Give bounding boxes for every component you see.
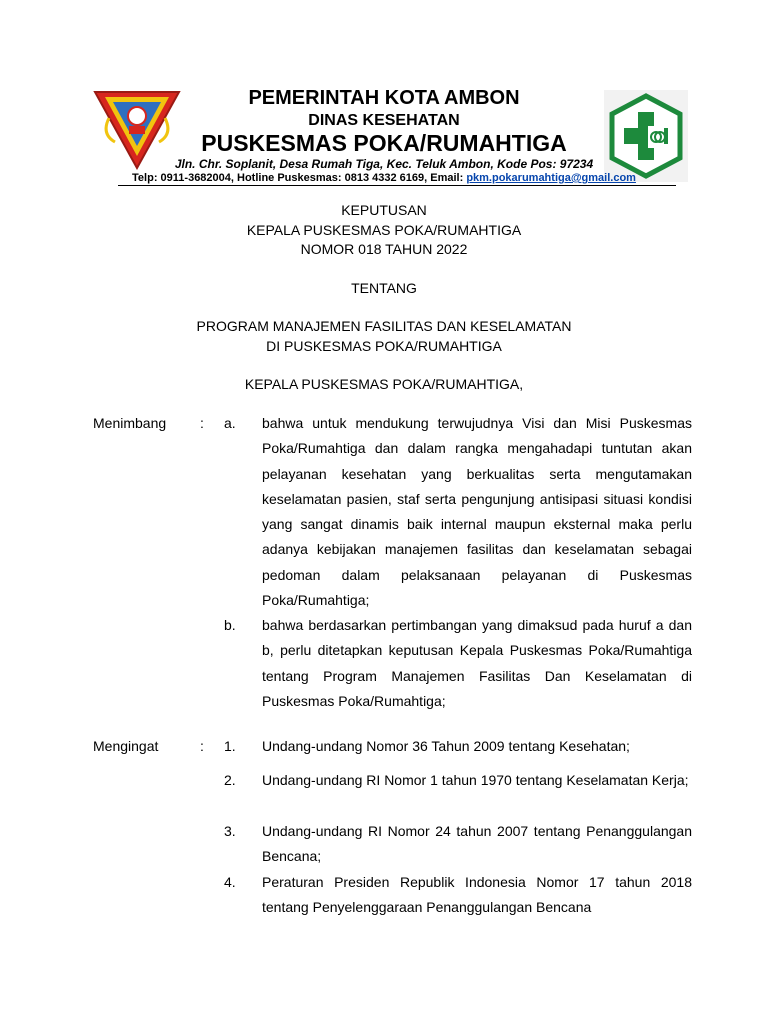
decree-issuer: KEPALA PUSKESMAS POKA/RUMAHTIGA: [246, 222, 522, 238]
mengingat-marker-1: 1.: [224, 738, 236, 754]
letterhead-department: DINAS KESEHATAN: [308, 112, 460, 129]
decree-subject-line1: PROGRAM MANAJEMEN FASILITAS DAN KESELAMATAN: [196, 318, 572, 334]
mengingat-colon: :: [200, 738, 204, 754]
menimbang-item-b: bahwa berdasarkan pertimbangan yang dimaksud pada huruf a dan b, perlu ditetapkan keputusan Kepala Puskesmas Poka/Rumahtiga tentang Program Manajemen Fasilitas Dan Keselamatan di Puskesmas Poka/Rumahtiga;: [262, 617, 692, 709]
decree-number: NOMOR 018 TAHUN 2022: [300, 241, 468, 257]
mengingat-label: Mengingat: [93, 738, 159, 754]
email-link[interactable]: pkm.pokarumahtiga@gmail.com: [466, 172, 636, 184]
decree-subject-line2: DI PUSKESMAS POKA/RUMAHTIGA: [266, 338, 502, 354]
mengingat-item-2: Undang-undang RI Nomor 1 tahun 1970 tentang Keselamatan Kerja;: [262, 772, 689, 788]
menimbang-marker-a: a.: [224, 415, 236, 431]
mengingat-item-3: Undang-undang RI Nomor 24 tahun 2007 tentang Penanggulangan Bencana;: [262, 823, 692, 865]
decree-tentang: TENTANG: [351, 280, 417, 296]
mengingat-marker-4: 4.: [224, 874, 236, 890]
letterhead-government: PEMERINTAH KOTA AMBON: [248, 87, 520, 109]
mengingat-marker-2: 2.: [224, 772, 236, 788]
letterhead-contact: [0, 172, 768, 184]
menimbang-colon: :: [200, 415, 204, 431]
letterhead-institution: PUSKESMAS POKA/RUMAHTIGA: [201, 130, 567, 156]
mengingat-item-4: Peraturan Presiden Republik Indonesia Nomor 17 tahun 2018 tentang Penyelenggaraan Penanggulangan Bencana: [262, 874, 692, 916]
mengingat-item-1: Undang-undang Nomor 36 Tahun 2009 tentang Kesehatan;: [262, 738, 630, 754]
menimbang-label: Menimbang: [93, 415, 167, 431]
letterhead-address: Jln. Chr. Soplanit, Desa Rumah Tiga, Kec. Teluk Ambon, Kode Pos: 97234: [174, 157, 594, 171]
letterhead-divider: [118, 185, 676, 186]
decree-addressee: KEPALA PUSKESMAS POKA/RUMAHTIGA,: [244, 376, 524, 392]
menimbang-item-a: bahwa untuk mendukung terwujudnya Visi dan Misi Puskesmas Poka/Rumahtiga dan dalam rangka mengahadapi tuntutan akan pelayanan kesehatan yang berkualitas serta mengutamakan keselamatan pasien, staf serta pengunjung antisipasi situasi kondisi yang sangat dinamis baik internal maupun eksternal maka perlu adanya kebijakan manajemen fasilitas dan keselamatan sebagai pedoman dalam pelaksanaan pelayanan di Puskesmas Poka/Rumahtiga;: [262, 415, 692, 609]
mengingat-marker-3: 3.: [224, 823, 236, 839]
decree-heading: KEPUTUSAN: [341, 202, 427, 218]
menimbang-marker-b: b.: [224, 617, 236, 633]
letterhead-phone: Telp: 0911-3682004, Hotline Puskesmas: 0813 4332 6169, Email:: [132, 172, 467, 184]
